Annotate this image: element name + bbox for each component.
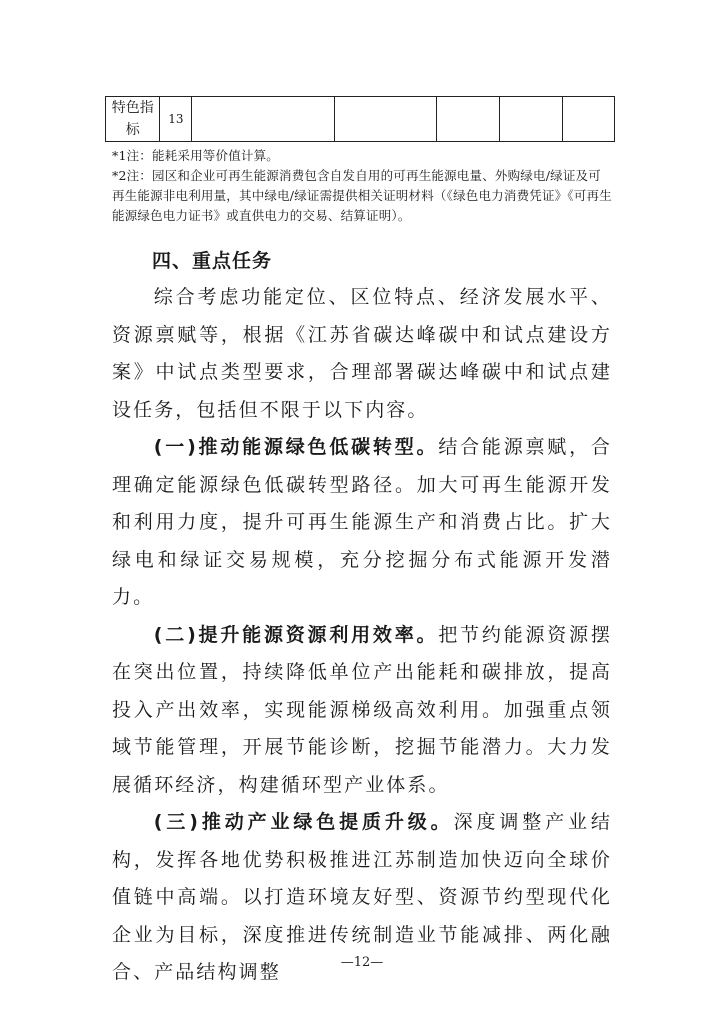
table-cell [437,97,500,142]
task-text-2: 把节约能源资源摆在突出位置，持续降低单位产出能耗和碳排放，提高投入产出效率，实现能源梯级高效利用。加强重点领域节能管理，开展节能诊断，挖掘节能潜力。大力发展循环经济，构建循环型产业体系。 [112,623,612,796]
table-cell [499,97,562,142]
task-lead-1: (一)推动能源绿色低碳转型。 [153,436,439,458]
table-notes [112,146,612,226]
note-2: *2注：园区和企业可再生能源消费包含自发自用的可再生能源电量、外购绿电/绿证及可再生能源非电利用量，其中绿电/绿证需提供相关证明材料（《绿色电力消费凭证》《可再生能源绿色电力证书》或直供电力的交易、结算证明）。 [112,168,612,223]
task-text-3: 深度调整产业结构，发挥各地优势积极推进江苏制造加快迈向全球价值链中高端。以打造环境友好型、资源节约型现代化企业为目标，深度推进传统制造业节能减排、两化融合、产品结构调整 [112,811,612,983]
task-paragraph-2 [112,617,612,805]
task-paragraph-1 [112,429,612,617]
table-row-label: 特色指标 [106,97,160,142]
table-row [106,97,615,142]
task-lead-2: (二)提升能源资源利用效率。 [153,623,439,646]
task-text-1: 结合能源禀赋，合理确定能源绿色低碳转型路径。加大可再生能源开发和利用力度，提升可再生能源生产和消费占比。扩大绿电和绿证交易规模，充分挖掘分布式能源开发潜力。 [112,436,612,608]
table-cell [192,97,335,142]
section-heading: 四、重点任务 [152,250,273,272]
page-number: —12— [340,955,384,970]
indicator-table-fragment [105,96,615,142]
note-1: *1注：能耗采用等价值计算。 [112,148,280,163]
table-row-number: 13 [160,97,192,142]
section-body [112,279,612,992]
table-cell [562,97,614,142]
intro-paragraph: 综合考虑功能定位、区位特点、经济发展水平、资源禀赋等，根据《江苏省碳达峰碳中和试点建设方案》中试点类型要求，合理部署碳达峰碳中和试点建设任务，包括但不限于以下内容。 [112,286,612,421]
task-lead-3: (三)推动产业绿色提质升级。 [153,811,454,833]
table-cell [335,97,437,142]
